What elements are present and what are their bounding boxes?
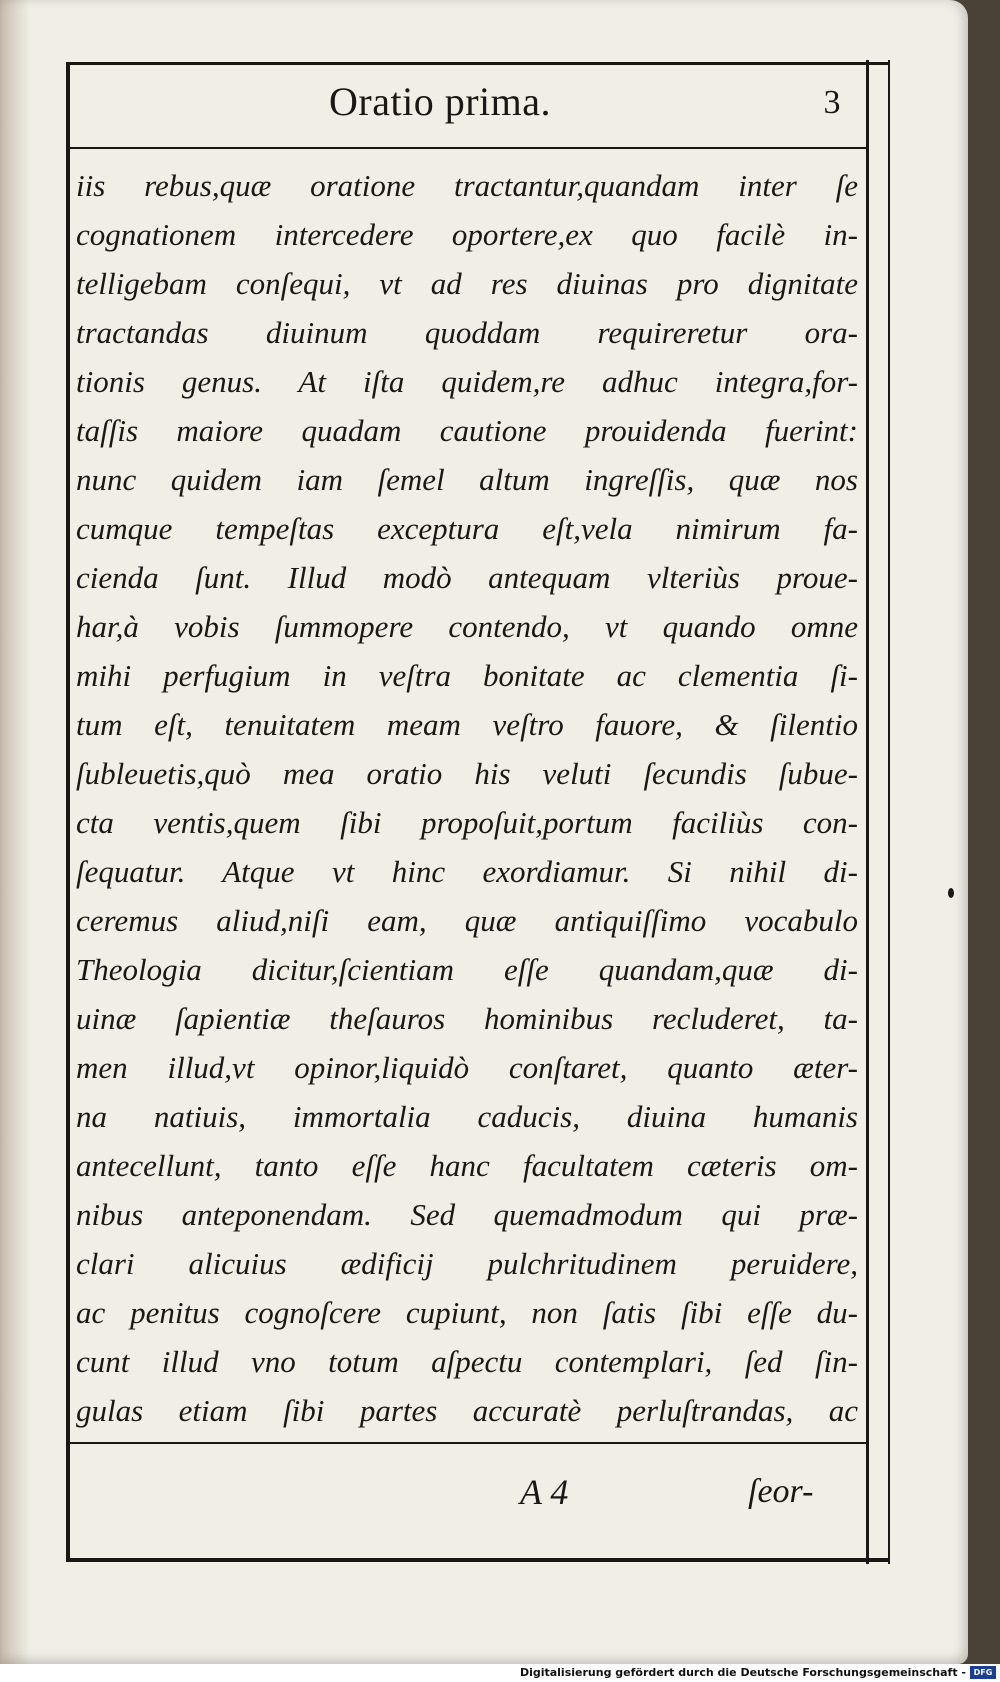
text-line: tractandas diuinum quoddam requireretur ora- (76, 315, 858, 350)
text-line: cumque tempeſtas exceptura eſt,vela nimirum fa- (76, 511, 858, 546)
text-line: ſubleuetis,quò mea oratio his veluti ſecundis ſubue- (76, 756, 858, 791)
funding-credit: Digitalisierung gefördert durch die Deutsche Forschungsgemeinschaft - (519, 1666, 966, 1679)
text-line: mihi perfugium in veſtra bonitate ac clementia ſi- (76, 658, 858, 693)
frame-top-rule (66, 62, 890, 65)
text-line: taſſis maiore quadam cautione prouidenda fuerint: (76, 413, 858, 448)
text-line: tionis genus. At iſta quidem,re adhuc integra,for- (76, 364, 858, 399)
text-line: ſequatur. Atque vt hinc exordiamur. Si nihil di- (76, 854, 858, 889)
dfg-logo-icon: DFG (970, 1666, 996, 1679)
text-line: cta ventis,quem ſibi propoſuit,portum faciliùs con- (76, 805, 858, 840)
text-line: telligebam conſequi, vt ad res diuinas pro dignitate (76, 266, 858, 301)
text-line: men illud,vt opinor,liquidò conſtaret, quanto æter- (76, 1050, 858, 1085)
body-text (76, 162, 858, 1442)
frame-right-outer-rule (888, 60, 890, 1564)
frame-right-inner-rule (866, 60, 869, 1564)
text-line: nibus anteponendam. Sed quemadmodum qui præ- (76, 1197, 858, 1232)
text-line: iis rebus,quæ oratione tractantur,quandam inter ſe (76, 168, 858, 203)
text-line: cognationem intercedere oportere,ex quo facilè in- (76, 217, 858, 252)
text-line: cienda ſunt. Illud modò antequam vlteriùs proue- (76, 560, 858, 595)
catchword: ſeor- (748, 1473, 814, 1510)
text-line: gulas etiam ſibi partes accuratè perluſtrandas, ac (76, 1393, 858, 1428)
footer-rule (66, 1442, 868, 1444)
signature-mark: A 4 (520, 1472, 569, 1512)
text-line: uinæ ſapientiæ theſauros hominibus recluderet, ta- (76, 1001, 858, 1036)
text-line: antecellunt, tanto eſſe hanc facultatem cæteris om- (76, 1148, 858, 1183)
text-line: ac penitus cognoſcere cupiunt, non ſatis ſibi eſſe du- (76, 1295, 858, 1330)
frame-bottom-rule (66, 1558, 890, 1562)
running-head: Oratio prima. (329, 79, 551, 124)
header-rule (66, 147, 868, 149)
text-line: cunt illud vno totum aſpectu contemplari, ſed ſin- (76, 1344, 858, 1379)
text-line: har,à vobis ſummopere contendo, vt quando omne (76, 609, 858, 644)
text-line: nunc quidem iam ſemel altum ingreſſis, quæ nos (76, 462, 858, 497)
frame-left-rule (66, 64, 70, 1562)
page-number: 3 (823, 84, 841, 121)
text-line: ceremus aliud,niſi eam, quæ antiquiſſimo vocabulo (76, 903, 858, 938)
text-line: clari alicuius ædificij pulchritudinem peruidere, (76, 1246, 858, 1281)
ink-speck (948, 888, 954, 898)
text-line: na natiuis, immortalia caducis, diuina humanis (76, 1099, 858, 1134)
text-line: tum eſt, tenuitatem meam veſtro fauore, & ſilentio (76, 707, 858, 742)
text-line: Theologia dicitur,ſcientiam eſſe quandam,quæ di- (76, 952, 858, 987)
